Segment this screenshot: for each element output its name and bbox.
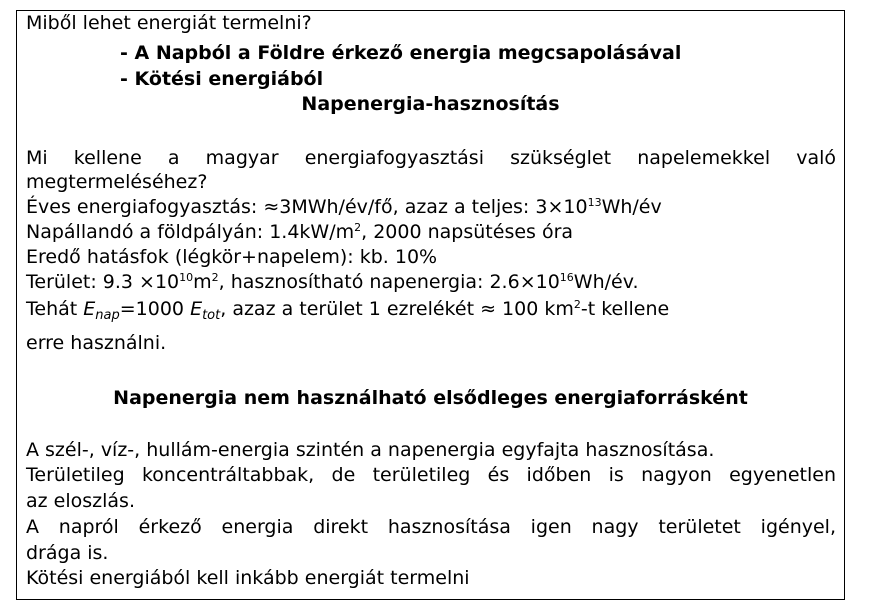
e-tot-subscript: tot	[202, 308, 221, 323]
verdict-heading: Napenergia nem használható elsődleges energiaforrásként	[113, 387, 748, 409]
consumption-per-person: 3MWh/év/fő, azaz a teljes: 3	[279, 196, 548, 218]
note-line: A szél-, víz-, hullám-energia szintén a napenergia egyfajta hasznosítása.	[26, 439, 715, 461]
intro-option-binding: - Kötési energiából	[120, 68, 324, 90]
section-heading-solar: Napenergia-hasznosítás	[301, 93, 560, 115]
times-symbol: ×	[547, 196, 564, 218]
intro-question: Miből lehet energiát termelni?	[26, 12, 312, 34]
solar-constant-text: Napállandó a földpályán: 1.4kW/m	[26, 221, 355, 243]
energy-unit: Wh/év.	[573, 271, 639, 293]
e-nap-symbol: E	[83, 298, 96, 320]
consumption-exponent: 13	[587, 196, 602, 209]
note-line: az eloszlás.	[26, 490, 135, 512]
note-line: Területileg koncentráltabbak, de területileg és időben is nagyon egyenetlen	[26, 464, 836, 486]
conclusion-line2: erre használni.	[26, 332, 167, 354]
energy-exponent: 16	[559, 271, 574, 284]
conclusion-line	[26, 297, 836, 321]
efficiency-line: Eredő hatásfok (légkör+napelem): kb. 10%	[26, 246, 438, 268]
note-line: A napról érkező energia direkt hasznosítása igen nagy területet igényel,	[26, 516, 836, 538]
approx-symbol: ≈	[480, 298, 496, 320]
e-nap-subscript: nap	[95, 308, 120, 323]
consumption-base: 10	[563, 196, 588, 218]
conclusion-suffix: -t kellene	[580, 298, 670, 320]
solar-constant-line	[26, 220, 836, 244]
area-label: Terület: 9.3	[26, 271, 140, 293]
consumption-label: Éves energiafogyasztás:	[26, 196, 264, 218]
area-unit-exponent: 2	[211, 271, 219, 284]
calc-question-line2: megtermeléséhez?	[26, 171, 208, 193]
note-line: Kötési energiából kell inkább energiát termelni	[26, 567, 470, 589]
conclusion-km: 100 km	[496, 298, 574, 320]
conclusion-area: , azaz a terület 1 ezrelékét	[220, 298, 481, 320]
km-exponent: 2	[573, 298, 581, 311]
solar-constant-exponent: 2	[354, 221, 362, 234]
times-symbol: ×	[519, 271, 536, 293]
e-tot-symbol: E	[190, 298, 203, 320]
conclusion-ratio: =1000	[119, 298, 191, 320]
calc-question-line1: Mi kellene a magyar energiafogyasztási szükséglet napelemekkel való	[26, 147, 836, 169]
intro-option-sun: - A Napból a Földre érkező energia megcsapolásával	[120, 42, 682, 64]
note-line: drága is.	[26, 542, 109, 564]
conclusion-prefix: Tehát	[26, 298, 84, 320]
area-line	[26, 270, 836, 294]
approx-symbol: ≈	[263, 196, 280, 218]
area-exponent: 10	[179, 271, 194, 284]
times-symbol: ×	[139, 271, 155, 293]
energy-base: 10	[535, 271, 560, 293]
consumption-line	[26, 195, 836, 219]
usable-energy-label: , hasznosítható napenergia: 2.6	[218, 271, 520, 293]
area-base: 10	[154, 271, 180, 293]
sunshine-hours: , 2000 napsütéses óra	[361, 221, 574, 243]
area-unit: m	[193, 271, 212, 293]
consumption-unit: Wh/év	[601, 196, 662, 218]
